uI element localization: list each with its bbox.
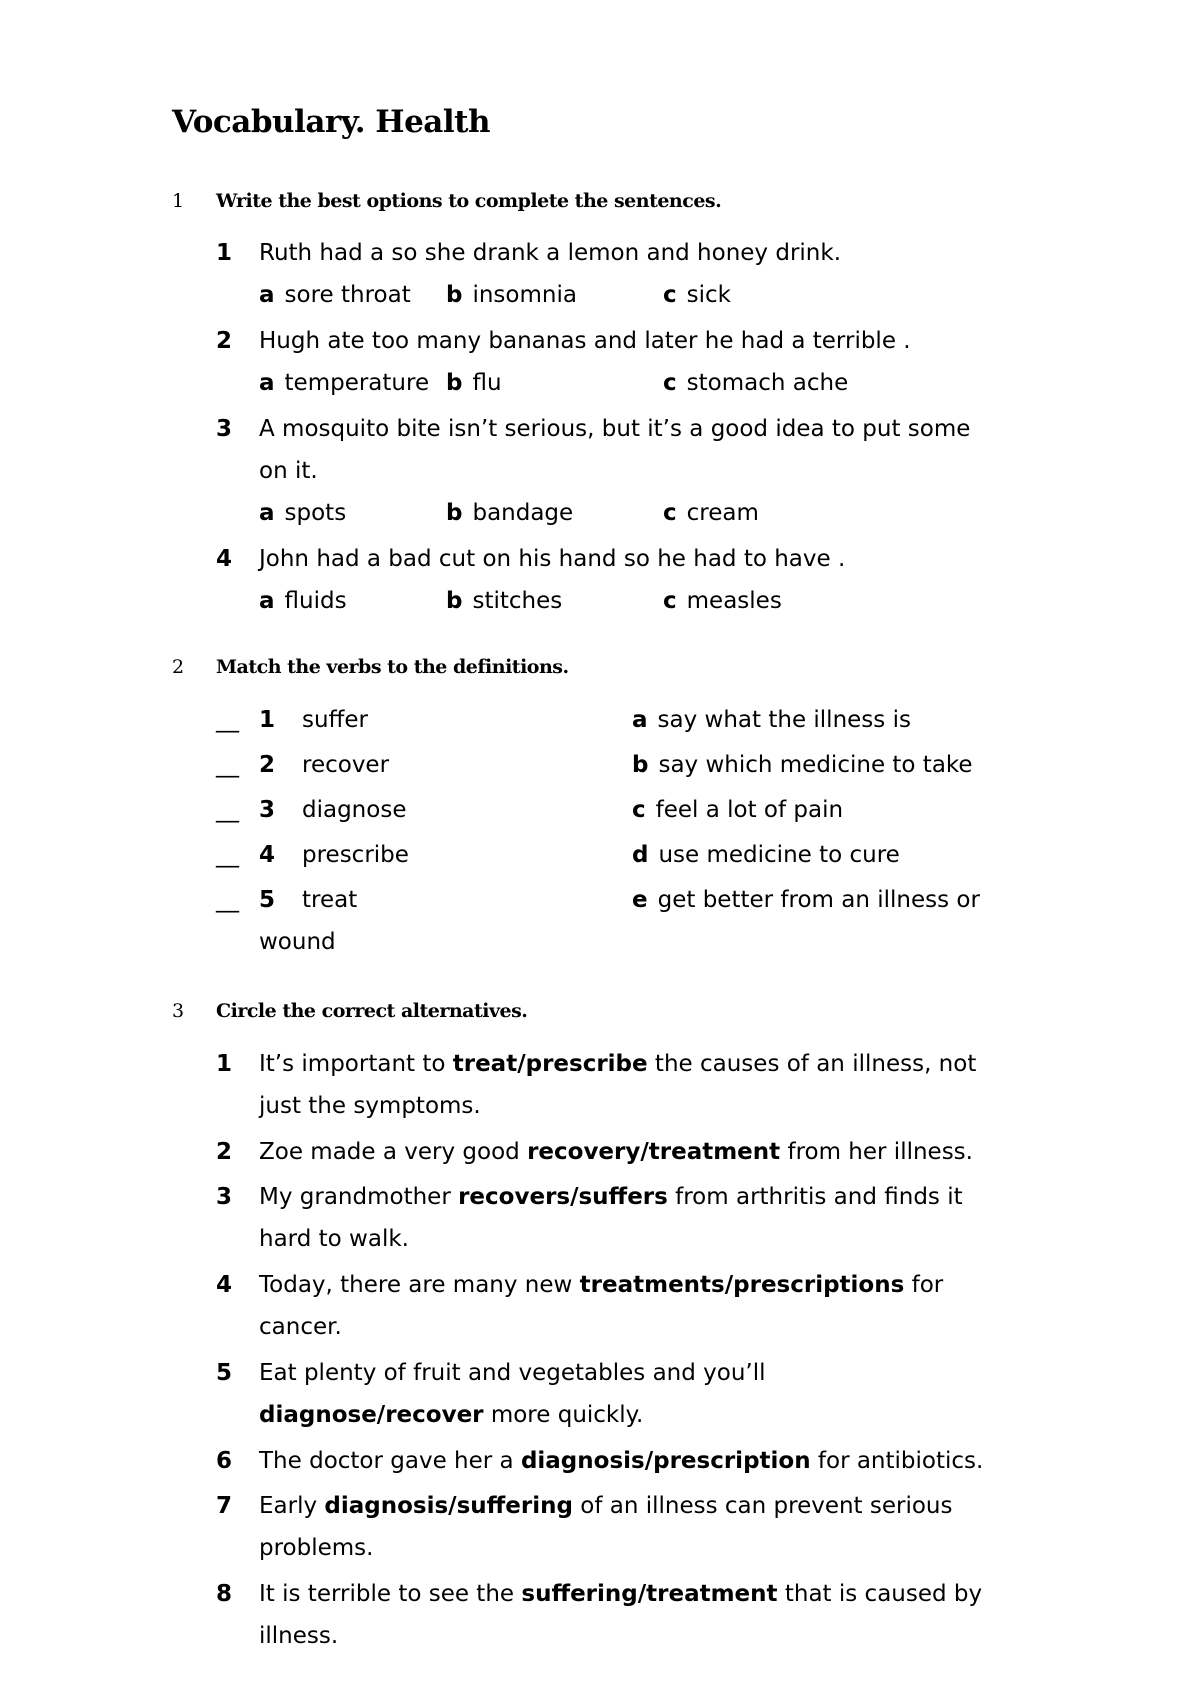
exercise-3-instruction: Circle the correct alternatives.	[216, 1000, 528, 1022]
ex2-blank-3[interactable]: __	[216, 797, 239, 823]
ex2-verb-3: diagnose	[302, 797, 407, 823]
ex1-item-2-option-a: a temperature	[259, 370, 430, 396]
exercise-1-instruction: Write the best options to complete the sentences.	[216, 190, 722, 212]
ex3-item-2-number: 2	[216, 1139, 233, 1165]
ex2-verb-5-number: 5	[259, 887, 276, 913]
ex3-item-7-line-2: problems.	[259, 1535, 374, 1561]
ex2-verb-4: prescribe	[302, 842, 409, 868]
ex3-item-7-line-1: Early diagnosis/suffering of an illness can prevent serious	[259, 1493, 953, 1519]
page-title: Vocabulary. Health	[172, 104, 491, 140]
ex2-definition-d: d use medicine to cure	[632, 842, 900, 868]
ex3-item-3-number: 3	[216, 1184, 233, 1210]
ex1-item-3-option-a: a spots	[259, 500, 347, 526]
ex2-blank-4[interactable]: __	[216, 842, 239, 868]
ex2-verb-2-number: 2	[259, 752, 276, 778]
ex2-verb-2: recover	[302, 752, 390, 778]
ex3-item-1-alternatives[interactable]: treat/prescribe	[452, 1051, 648, 1077]
ex1-item-3-text-line-1: A mosquito bite isn’t serious, but it’s a good idea to put some	[259, 416, 971, 442]
ex1-item-3-option-b: b bandage	[446, 500, 574, 526]
ex2-verb-1-number: 1	[259, 707, 276, 733]
ex3-item-3-alternatives[interactable]: recovers/suffers	[458, 1184, 668, 1210]
ex1-item-3-text-line-2: on it.	[259, 458, 318, 484]
ex1-item-1-option-a: a sore throat	[259, 282, 411, 308]
ex2-blank-5[interactable]: __	[216, 887, 239, 913]
ex3-item-4-alternatives[interactable]: treatments/prescriptions	[579, 1272, 905, 1298]
exercise-2-number: 2	[172, 656, 185, 678]
ex1-item-4-option-b: b stitches	[446, 588, 563, 614]
ex2-verb-3-number: 3	[259, 797, 276, 823]
ex3-item-5-number: 5	[216, 1360, 233, 1386]
ex1-item-1-option-b: b insomnia	[446, 282, 577, 308]
ex3-item-2-alternatives[interactable]: recovery/treatment	[527, 1139, 781, 1165]
ex2-definition-e-wrap: wound	[259, 929, 336, 955]
ex3-item-8-line-1: It is terrible to see the suffering/treatment that is caused by	[259, 1581, 983, 1607]
ex3-item-8-number: 8	[216, 1581, 233, 1607]
ex1-item-1-number: 1	[216, 240, 233, 266]
exercise-1-number: 1	[172, 190, 185, 212]
ex3-item-5-line-2: diagnose/recover more quickly.	[259, 1402, 644, 1428]
ex3-item-8-line-2: illness.	[259, 1623, 339, 1649]
ex3-item-1-number: 1	[216, 1051, 233, 1077]
ex3-item-3-line-2: hard to walk.	[259, 1226, 409, 1252]
ex2-definition-e: e get better from an illness or	[632, 887, 980, 913]
ex2-blank-1[interactable]: __	[216, 707, 239, 733]
ex3-item-4-number: 4	[216, 1272, 233, 1298]
ex2-definition-b: b say which medicine to take	[632, 752, 973, 778]
ex2-verb-1: suffer	[302, 707, 369, 733]
ex1-item-2-option-c: c stomach ache	[663, 370, 849, 396]
ex2-definition-c: c feel a lot of pain	[632, 797, 844, 823]
ex3-item-8-alternatives[interactable]: suffering/treatment	[521, 1581, 778, 1607]
ex1-item-4-number: 4	[216, 546, 233, 572]
ex3-item-4-line-1: Today, there are many new treatments/prescriptions for	[259, 1272, 944, 1298]
ex3-item-6-alternatives[interactable]: diagnosis/prescription	[520, 1448, 811, 1474]
ex3-item-5-line-1: Eat plenty of fruit and vegetables and you’ll	[259, 1360, 766, 1386]
ex2-verb-5: treat	[302, 887, 358, 913]
ex3-item-6-line-1: The doctor gave her a diagnosis/prescription for antibiotics.	[259, 1448, 984, 1474]
ex2-verb-4-number: 4	[259, 842, 276, 868]
exercise-3-number: 3	[172, 1000, 185, 1022]
ex1-item-4-option-c: c measles	[663, 588, 782, 614]
ex1-item-3-option-c: c cream	[663, 500, 759, 526]
ex1-item-2-number: 2	[216, 328, 233, 354]
ex3-item-1-line-1: It’s important to treat/prescribe the causes of an illness, not	[259, 1051, 977, 1077]
ex3-item-4-line-2: cancer.	[259, 1314, 342, 1340]
ex1-item-3-number: 3	[216, 416, 233, 442]
ex3-item-1-line-2: just the symptoms.	[259, 1093, 481, 1119]
ex1-item-2-option-b: b flu	[446, 370, 502, 396]
ex1-item-4-option-a: a fluids	[259, 588, 347, 614]
ex2-definition-a: a say what the illness is	[632, 707, 911, 733]
ex3-item-7-alternatives[interactable]: diagnosis/suffering	[324, 1493, 573, 1519]
ex1-item-2-text: Hugh ate too many bananas and later he had a terrible .	[259, 328, 911, 354]
ex3-item-5-alternatives[interactable]: diagnose/recover	[259, 1402, 484, 1428]
ex3-item-3-line-1: My grandmother recovers/suffers from arthritis and finds it	[259, 1184, 963, 1210]
exercise-2-instruction: Match the verbs to the definitions.	[216, 656, 569, 678]
ex3-item-2-line-1: Zoe made a very good recovery/treatment from her illness.	[259, 1139, 973, 1165]
ex3-item-7-number: 7	[216, 1493, 233, 1519]
ex1-item-1-text: Ruth had a so she drank a lemon and honey drink.	[259, 240, 842, 266]
ex2-blank-2[interactable]: __	[216, 752, 239, 778]
ex1-item-4-text: John had a bad cut on his hand so he had to have .	[259, 546, 846, 572]
ex3-item-6-number: 6	[216, 1448, 233, 1474]
ex1-item-1-option-c: c sick	[663, 282, 731, 308]
